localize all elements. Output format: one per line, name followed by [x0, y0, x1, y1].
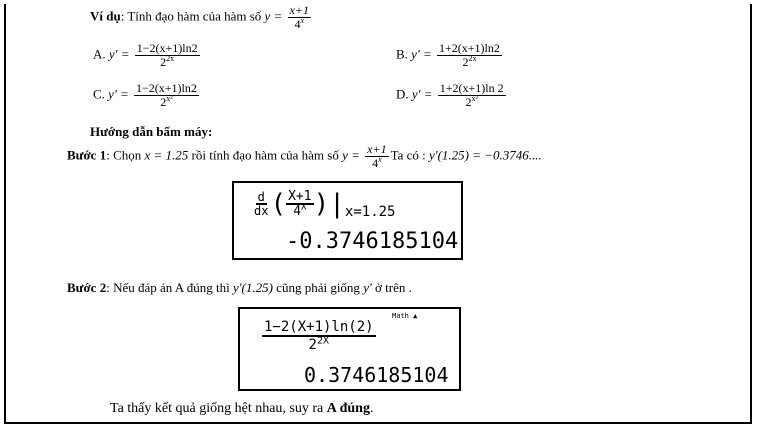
option-d: D. y' = $\frac{1+2(x+1)\ln 2}{2^{x^2}}$ [396, 81, 504, 109]
example-fraction: $\frac{x+1}{4^x}$ [289, 3, 310, 31]
option-b-fraction: $\frac{1+2(x+1)\ln 2}{2^{2x}}$ [439, 41, 500, 69]
calculator-screen-1 [232, 181, 463, 260]
step2-line: Bước 2: Nếu đáp án A đúng thì y'(1.25) cũng phải giống y' ở trên . [67, 280, 412, 295]
calc2-result: 0.3746185104 [304, 363, 449, 387]
option-a: A. y' = $\frac{1-2(x+1)\ln 2}{2^{2x}}$ [93, 41, 198, 69]
calc1-result: -0.3746185104 [286, 229, 459, 254]
example-text: : Tính đạo hàm của hàm số [120, 8, 262, 24]
option-b: B. y' = $\frac{1+2(x+1)\ln 2}{2^{2x}}$ [396, 41, 500, 69]
conclusion-answer: A đúng [326, 401, 370, 416]
calc1-expression: $\frac{d}{dx}$ ( $\frac{X+1}{4^X}$ )|x=1.25 [254, 189, 396, 220]
calc1-eval-point: x=1.25 [344, 204, 396, 220]
calc1-fraction: $\frac{X+1}{4^X}$ [288, 189, 312, 219]
example-y: y = [264, 8, 283, 24]
calc2-math-indicator: Math ▲ [392, 312, 418, 320]
step1-result: y'(1.25) = −0.3746.... [429, 147, 542, 163]
example-label: Ví dụ [90, 8, 121, 24]
example-line [90, 4, 313, 31]
calculator-screen-2 [238, 307, 461, 391]
calc2-expression [262, 319, 376, 353]
calc1-derivative-operator: $\frac{d}{dx}$ [254, 190, 269, 218]
option-c-fraction: $\frac{1-2(x+1)\ln 2}{2^{x^2}}$ [136, 81, 197, 109]
calc2-fraction: $\frac{1-2(X+1)\ln(2)}{2^{2X}}$ [264, 319, 374, 353]
option-d-fraction: $\frac{1+2(x+1)\ln 2}{2^{x^2}}$ [439, 81, 504, 109]
step2-label: Bước 2 [67, 280, 107, 295]
option-c: C. y' = $\frac{1-2(x+1)\ln 2}{2^{x^2}}$ [93, 81, 197, 109]
step1-fraction: $\frac{x+1}{4^x}$ [367, 142, 387, 170]
option-a-fraction: $\frac{1-2(x+1)\ln 2}{2^{2x}}$ [136, 41, 198, 69]
conclusion-line: Ta thấy kết quả giống hệt nhau, suy ra A đúng. [110, 401, 374, 416]
step1-label: Bước 1 [67, 147, 107, 163]
guide-title: Hướng dẫn bấm máy: [90, 124, 213, 139]
step1-line: Bước 1: Chọn x = 1.25 rồi tính đạo hàm của hàm số y = $\frac{x+1}{4^x}$ Ta có : y'(1.25) = −0.3746.... [67, 142, 542, 170]
